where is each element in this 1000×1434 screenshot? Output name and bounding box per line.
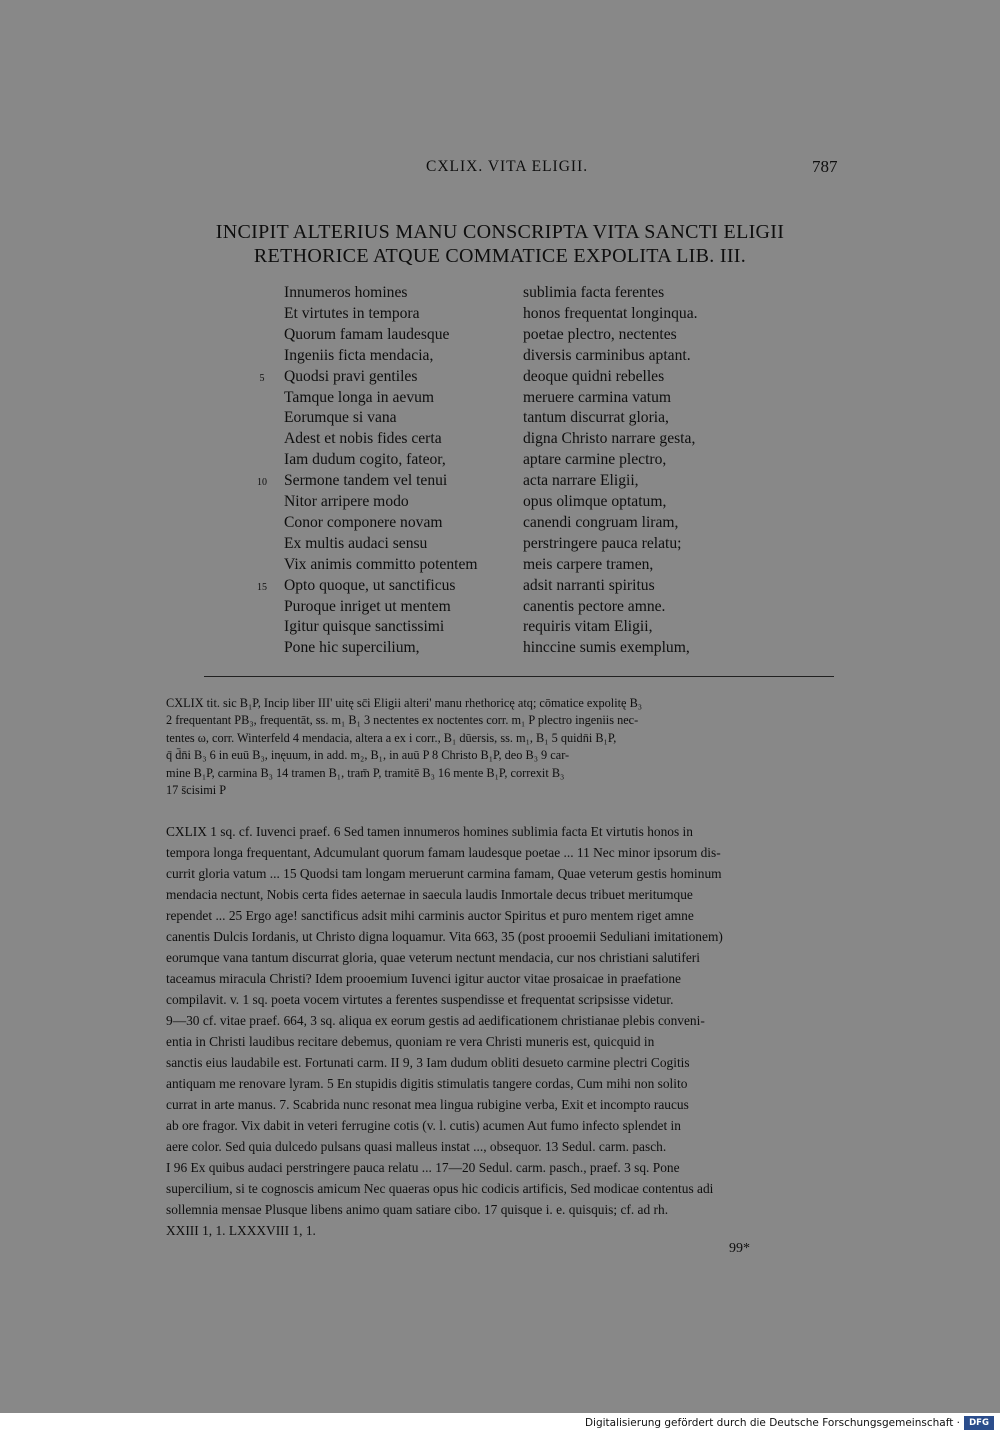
second-hemistich: tantum discurrat gloria,	[523, 409, 669, 427]
footer-bar	[0, 1413, 1000, 1434]
poem-line	[0, 535, 1000, 556]
second-hemistich: diversis carminibus aptant.	[523, 346, 691, 364]
running-title: CXLIX. VITA ELIGII.	[426, 158, 589, 175]
second-hemistich: acta narrare Eligii,	[523, 472, 639, 490]
apparatus-line: CXLIX tit. sic B₁P, Incip liber III' uitę sc̄i Eligii alteri' manu rhethoricę atq; cōmatice expolitę B₃	[166, 696, 643, 710]
first-hemistich: Pone hic supercilium,	[284, 639, 420, 657]
first-hemistich: Conor componere novam	[284, 513, 443, 531]
second-hemistich: opus olimque optatum,	[523, 493, 667, 510]
poem-line	[0, 430, 1000, 451]
second-hemistich: deoque quidni rebelles	[523, 367, 665, 385]
commentary-line: supercilium, si te cognoscis amicum Nec quaeras opus hic codicis artificis, Sed modicae contentus adi	[166, 1181, 714, 1196]
second-hemistich: canendi congruam liram,	[523, 513, 679, 531]
main-title	[0, 220, 1000, 268]
second-hemistich: meis carpere tramen,	[523, 555, 654, 573]
main-title-line-1: INCIPIT ALTERIUS MANU CONSCRIPTA VITA SANCTI ELIGII	[215, 221, 785, 243]
commentary-line: sanctis eius laudabile est. Fortunati carm. II 9, 3 Iam dudum obliti desueto carmine plectri Cogitis	[166, 1055, 690, 1070]
second-hemistich: sublimia facta ferentes	[523, 284, 665, 301]
poem-line	[0, 326, 1000, 347]
first-hemistich: Et virtutes in tempora	[284, 304, 420, 322]
critical-apparatus	[166, 695, 838, 799]
line-number: 15	[257, 581, 267, 593]
second-hemistich: poetae plectro, nectentes	[523, 325, 677, 343]
poem-line	[0, 618, 1000, 639]
second-hemistich: hinccine sumis exemplum,	[523, 639, 690, 657]
first-hemistich: Ingeniis ficta mendacia,	[284, 346, 434, 364]
first-hemistich: Sermone tandem vel tenui	[284, 472, 448, 490]
first-hemistich: Igitur quisque sanctissimi	[284, 618, 445, 636]
commentary-line: rependet ... 25 Ergo age! sanctificus adsit mihi carminis auctor Spiritus et puro mentem riget amne	[166, 908, 694, 923]
line-number: 10	[257, 477, 267, 489]
footnote-divider	[204, 676, 834, 677]
first-hemistich: Eorumque si vana	[284, 409, 397, 427]
commentary-line: I 96 Ex quibus audaci perstringere pauca relatu ... 17—20 Sedul. carm. pasch., praef. 3 sq. Pone	[166, 1160, 680, 1175]
first-hemistich: Quodsi pravi gentiles	[284, 367, 418, 385]
line-number: 5	[259, 372, 265, 384]
poem-line	[0, 389, 1000, 410]
second-hemistich: perstringere pauca relatu;	[523, 534, 682, 552]
poem-line	[0, 514, 1000, 535]
poem-line	[0, 493, 1000, 514]
commentary-line: sollemnia mensae Plusque libens animo quam satiare cibo. 17 quisque i. e. quisquis; cf. ad rh.	[166, 1202, 669, 1217]
funding-notice[interactable]: Digitalisierung gefördert durch die Deutsche Forschungsgemeinschaft ·	[584, 1417, 960, 1429]
first-hemistich: Ex multis audaci sensu	[284, 534, 428, 552]
first-hemistich: Opto quoque, ut sanctificus	[284, 576, 456, 594]
commentary-line: currat in arte manus. 7. Scabrida nunc resonat mea lingua rubigine verba, Exit et incompto raucus	[166, 1097, 689, 1112]
commentary-line: taceamus miracula Christi? Idem prooemium Iuvenci igitur auctor vitae prosaicae in praefatione	[166, 971, 681, 986]
poem-line	[0, 598, 1000, 619]
commentary-line: CXLIX 1 sq. cf. Iuvenci praef. 6 Sed tamen innumeros homines sublimia facta Et virtutis honos in	[166, 824, 693, 839]
commentary-line: antiquam me renovare lyram. 5 En stupidis digitis stimulatis tangere cordas, Cum mihi non solito	[166, 1076, 688, 1091]
running-head	[0, 158, 1000, 182]
commentary-line: mendacia nectunt, Nobis certa fides aeternae in saecula laudis Inmortale decus tribuet meritumque	[166, 887, 693, 902]
commentary-line: aere color. Sed quia dulcedo pulsans quasi malleus instat ..., obsequor. 13 Sedul. carm. pasch.	[166, 1139, 667, 1154]
first-hemistich: Puroque inriget ut mentem	[284, 597, 451, 615]
first-hemistich: Vix animis committo potentem	[284, 555, 478, 573]
poem-line	[0, 639, 1000, 660]
commentary-line: ab ore fragor. Vix dabit in veteri ferrugine cotis (v. l. cutis) acumen Aut fumo infecto splendet in	[166, 1118, 681, 1133]
second-hemistich: aptare carmine plectro,	[523, 451, 667, 469]
commentary-notes	[166, 821, 838, 1241]
poem-line	[0, 305, 1000, 326]
commentary-line: entia in Christi laudibus recitare debemus, quoniam re vera Christi muneris est, quicquid in	[166, 1034, 655, 1049]
apparatus-line: 2 frequentant PB₃, frequentāt, ss. m₁ B₁ 3 nectentes ex noctentes corr. m₁ P plectro ingeniis nec-	[166, 713, 639, 728]
apparatus-line: mine B₁P, carmina B₃ 14 tramen B₁, tram̄ P, tramitē B₃ 16 mente B₁P, correxit B₃	[166, 765, 565, 780]
second-hemistich: honos frequentat longinqua.	[523, 304, 698, 322]
page-number: 787	[812, 157, 838, 176]
poem-line	[0, 368, 1000, 389]
poem-line	[0, 451, 1000, 472]
printer-signature: 99*	[729, 1241, 750, 1256]
first-hemistich: Iam dudum cogito, fateor,	[284, 451, 446, 469]
second-hemistich: canentis pectore amne.	[523, 597, 666, 615]
commentary-line: currit gloria vatum ... 15 Quodsi tam longam meruerunt carmina famam, Quae veterum gestis hominum	[166, 866, 722, 881]
second-hemistich: meruere carmina vatum	[523, 388, 672, 406]
poem-line	[0, 409, 1000, 430]
first-hemistich: Adest et nobis fides certa	[284, 430, 442, 448]
poem-line	[0, 347, 1000, 368]
main-title-line-2: RETHORICE ATQUE COMMATICE EXPOLITA LIB. III.	[253, 245, 747, 267]
second-hemistich: adsit narranti spiritus	[523, 576, 655, 594]
apparatus-line: 17 s̄cisimi P	[166, 783, 227, 798]
first-hemistich: Quorum famam laudesque	[284, 325, 450, 343]
first-hemistich: Nitor arripere modo	[284, 493, 409, 510]
poem-line	[0, 577, 1000, 598]
first-hemistich: Tamque longa in aevum	[284, 388, 435, 406]
poem-line	[0, 284, 1000, 305]
poem-line	[0, 556, 1000, 577]
commentary-line: eorumque vana tantum discurrat gloria, quae veterum nectunt mendacia, cur nos christiani salutiferi	[166, 950, 700, 965]
commentary-line: compilavit. v. 1 sq. poeta vocem virtutes a ferentes suspendisse et frequentat scripsisse videtur.	[166, 992, 674, 1007]
second-hemistich: requiris vitam Eligii,	[523, 618, 653, 636]
first-hemistich: Innumeros homines	[284, 284, 408, 301]
dfg-logo-icon[interactable]: DFG	[964, 1416, 994, 1430]
apparatus-line: q̄ d̄n̄i B₃ 6 in euū B₃, inęuum, in add. m₂, B₁, in auū P 8 Christo B₁P, deo B₃ 9 car-	[166, 748, 570, 763]
commentary-line: 9—30 cf. vitae praef. 664, 3 sq. aliqua ex eorum gestis ad aedificationem christianae plebis conveni-	[166, 1013, 705, 1028]
apparatus-line: tentes ω, corr. Winterfeld 4 mendacia, altera a ex i corr., B₁ dūersis, ss. m₁, B₁ 5 quidn̄i B₁P,	[166, 730, 617, 745]
commentary-line: tempora longa frequentant, Adcumulant quorum famam laudesque poetae ... 11 Nec minor ipsorum dis-	[166, 845, 721, 860]
commentary-line: canentis Dulcis Iordanis, ut Christo digna loquamur. Vita 663, 35 (post prooemii Seduliani imitationem)	[166, 929, 723, 944]
commentary-line: XXIII 1, 1. LXXXVIII 1, 1.	[166, 1223, 316, 1238]
poem-line	[0, 472, 1000, 493]
second-hemistich: digna Christo narrare gesta,	[523, 430, 696, 448]
